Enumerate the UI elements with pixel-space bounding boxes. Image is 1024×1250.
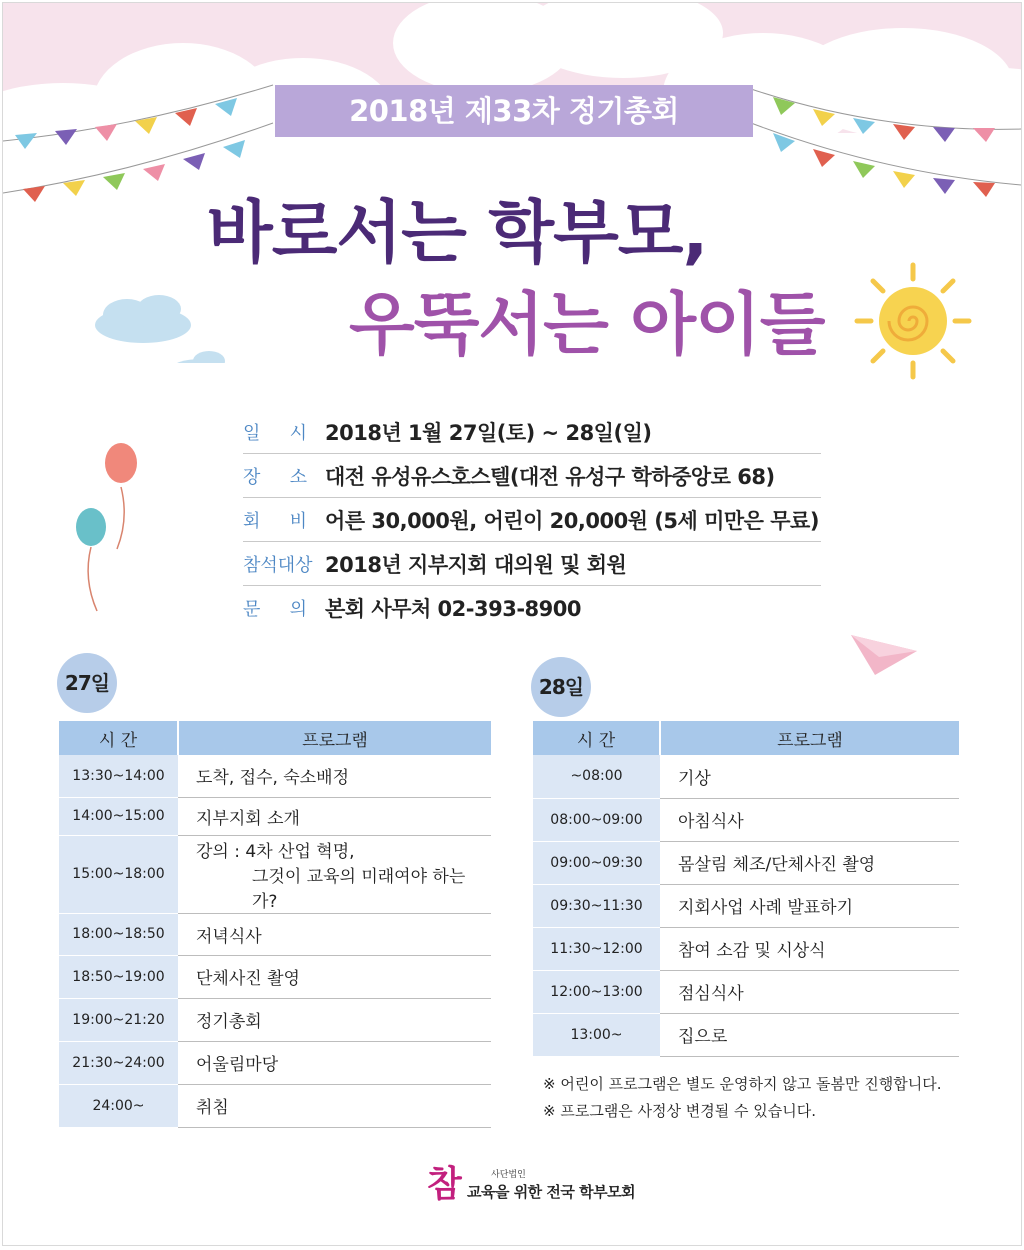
program-cell: 어울림마당 bbox=[178, 1041, 491, 1084]
table-row bbox=[533, 841, 959, 884]
event-info-list bbox=[243, 411, 821, 630]
program-cell: 몸살림 체조/단체사진 촬영 bbox=[660, 841, 959, 884]
column-header-time: 시 간 bbox=[533, 721, 660, 755]
program-cell: 참여 소감 및 시상식 bbox=[660, 927, 959, 970]
column-header-time: 시 간 bbox=[59, 721, 178, 755]
paper-airplane-icon bbox=[849, 633, 919, 677]
column-header-program: 프로그램 bbox=[660, 721, 959, 755]
time-cell: 19:00~21:20 bbox=[59, 998, 178, 1041]
sun-icon bbox=[853, 261, 973, 381]
table-row bbox=[533, 927, 959, 970]
info-value: 2018년 지부지회 대의원 및 회원 bbox=[325, 553, 627, 577]
time-cell: 18:00~18:50 bbox=[59, 913, 178, 955]
time-cell: 24:00~ bbox=[59, 1084, 178, 1127]
info-row-venue bbox=[243, 455, 821, 498]
table-row bbox=[59, 913, 491, 955]
program-cell: 점심식사 bbox=[660, 970, 959, 1013]
table-row bbox=[59, 755, 491, 797]
day1-schedule-table bbox=[59, 721, 491, 1128]
time-cell: 15:00~18:00 bbox=[59, 835, 178, 913]
program-cell: 저녁식사 bbox=[178, 913, 491, 955]
program-cell: 지회사업 사례 발표하기 bbox=[660, 884, 959, 927]
info-label: 문 의 bbox=[243, 599, 307, 620]
program-cell: 집으로 bbox=[660, 1013, 959, 1056]
program-cell: 도착, 접수, 숙소배정 bbox=[178, 755, 491, 797]
time-cell: 13:00~ bbox=[533, 1013, 660, 1056]
info-label: 회 비 bbox=[243, 511, 307, 532]
program-cell bbox=[178, 835, 491, 913]
poster bbox=[2, 2, 1022, 1246]
info-value: 본회 사무처 02-393-8900 bbox=[325, 597, 581, 621]
day1-badge: 27일 bbox=[57, 653, 117, 713]
program-line1: 강의 : 4차 산업 혁명, bbox=[196, 841, 355, 862]
table-row bbox=[59, 1041, 491, 1084]
info-row-fee bbox=[243, 499, 821, 542]
info-value: 대전 유성유스호스텔(대전 유성구 학하중앙로 68) bbox=[325, 465, 775, 489]
info-value: 어른 30,000원, 어린이 20,000원 (5세 미만은 무료) bbox=[325, 509, 819, 533]
program-line2: 그것이 교육의 미래여야 하는가? bbox=[252, 866, 466, 912]
table-row bbox=[533, 1013, 959, 1056]
day2-badge: 28일 bbox=[531, 657, 591, 717]
time-cell: 11:30~12:00 bbox=[533, 927, 660, 970]
info-label: 일 시 bbox=[243, 423, 307, 444]
time-cell: 08:00~09:00 bbox=[533, 798, 660, 841]
day2-schedule-table bbox=[533, 721, 959, 1057]
table-row bbox=[533, 755, 959, 798]
table-row bbox=[59, 998, 491, 1041]
table-header-row bbox=[59, 721, 491, 755]
time-cell: ~08:00 bbox=[533, 755, 660, 798]
headline-line2: 우뚝서는 아이들 bbox=[349, 286, 825, 365]
note-item: ※ 어린이 프로그램은 별도 운영하지 않고 돌봄만 진행합니다. bbox=[543, 1075, 942, 1093]
logo-mark: 참 bbox=[427, 1164, 462, 1205]
info-value: 2018년 1월 27일(토) ~ 28일(일) bbox=[325, 421, 652, 445]
program-cell: 기상 bbox=[660, 755, 959, 798]
time-cell: 21:30~24:00 bbox=[59, 1041, 178, 1084]
program-cell: 취침 bbox=[178, 1084, 491, 1127]
headline-line1: 바로서는 학부모, bbox=[207, 194, 708, 273]
info-row-attendees bbox=[243, 543, 821, 586]
event-title-banner: 2018년 제33차 정기총회 bbox=[275, 85, 753, 137]
program-cell: 지부지회 소개 bbox=[178, 797, 491, 835]
time-cell: 14:00~15:00 bbox=[59, 797, 178, 835]
table-row bbox=[59, 955, 491, 998]
table-row bbox=[533, 798, 959, 841]
logo-subtitle: 사단법인 bbox=[491, 1170, 526, 1180]
note-item: ※ 프로그램은 사정상 변경될 수 있습니다. bbox=[543, 1102, 817, 1120]
table-row bbox=[533, 970, 959, 1013]
table-row bbox=[59, 797, 491, 835]
time-cell: 18:50~19:00 bbox=[59, 955, 178, 998]
time-cell: 09:00~09:30 bbox=[533, 841, 660, 884]
program-cell: 정기총회 bbox=[178, 998, 491, 1041]
schedule-notes bbox=[543, 1071, 941, 1125]
info-label: 장 소 bbox=[243, 467, 307, 488]
info-row-contact bbox=[243, 587, 821, 629]
time-cell: 13:30~14:00 bbox=[59, 755, 178, 797]
info-row-date bbox=[243, 411, 821, 454]
program-cell: 단체사진 촬영 bbox=[178, 955, 491, 998]
time-cell: 12:00~13:00 bbox=[533, 970, 660, 1013]
organization-logo bbox=[427, 1165, 647, 1209]
logo-name: 교육을 위한 전국 학부모회 bbox=[467, 1183, 636, 1201]
info-label: 참석대상 bbox=[243, 555, 313, 576]
time-cell: 09:30~11:30 bbox=[533, 884, 660, 927]
table-header-row bbox=[533, 721, 959, 755]
column-header-program: 프로그램 bbox=[178, 721, 491, 755]
balloons-icon bbox=[69, 439, 149, 615]
table-row bbox=[59, 835, 491, 913]
table-row bbox=[533, 884, 959, 927]
program-cell: 아침식사 bbox=[660, 798, 959, 841]
table-row bbox=[59, 1084, 491, 1127]
